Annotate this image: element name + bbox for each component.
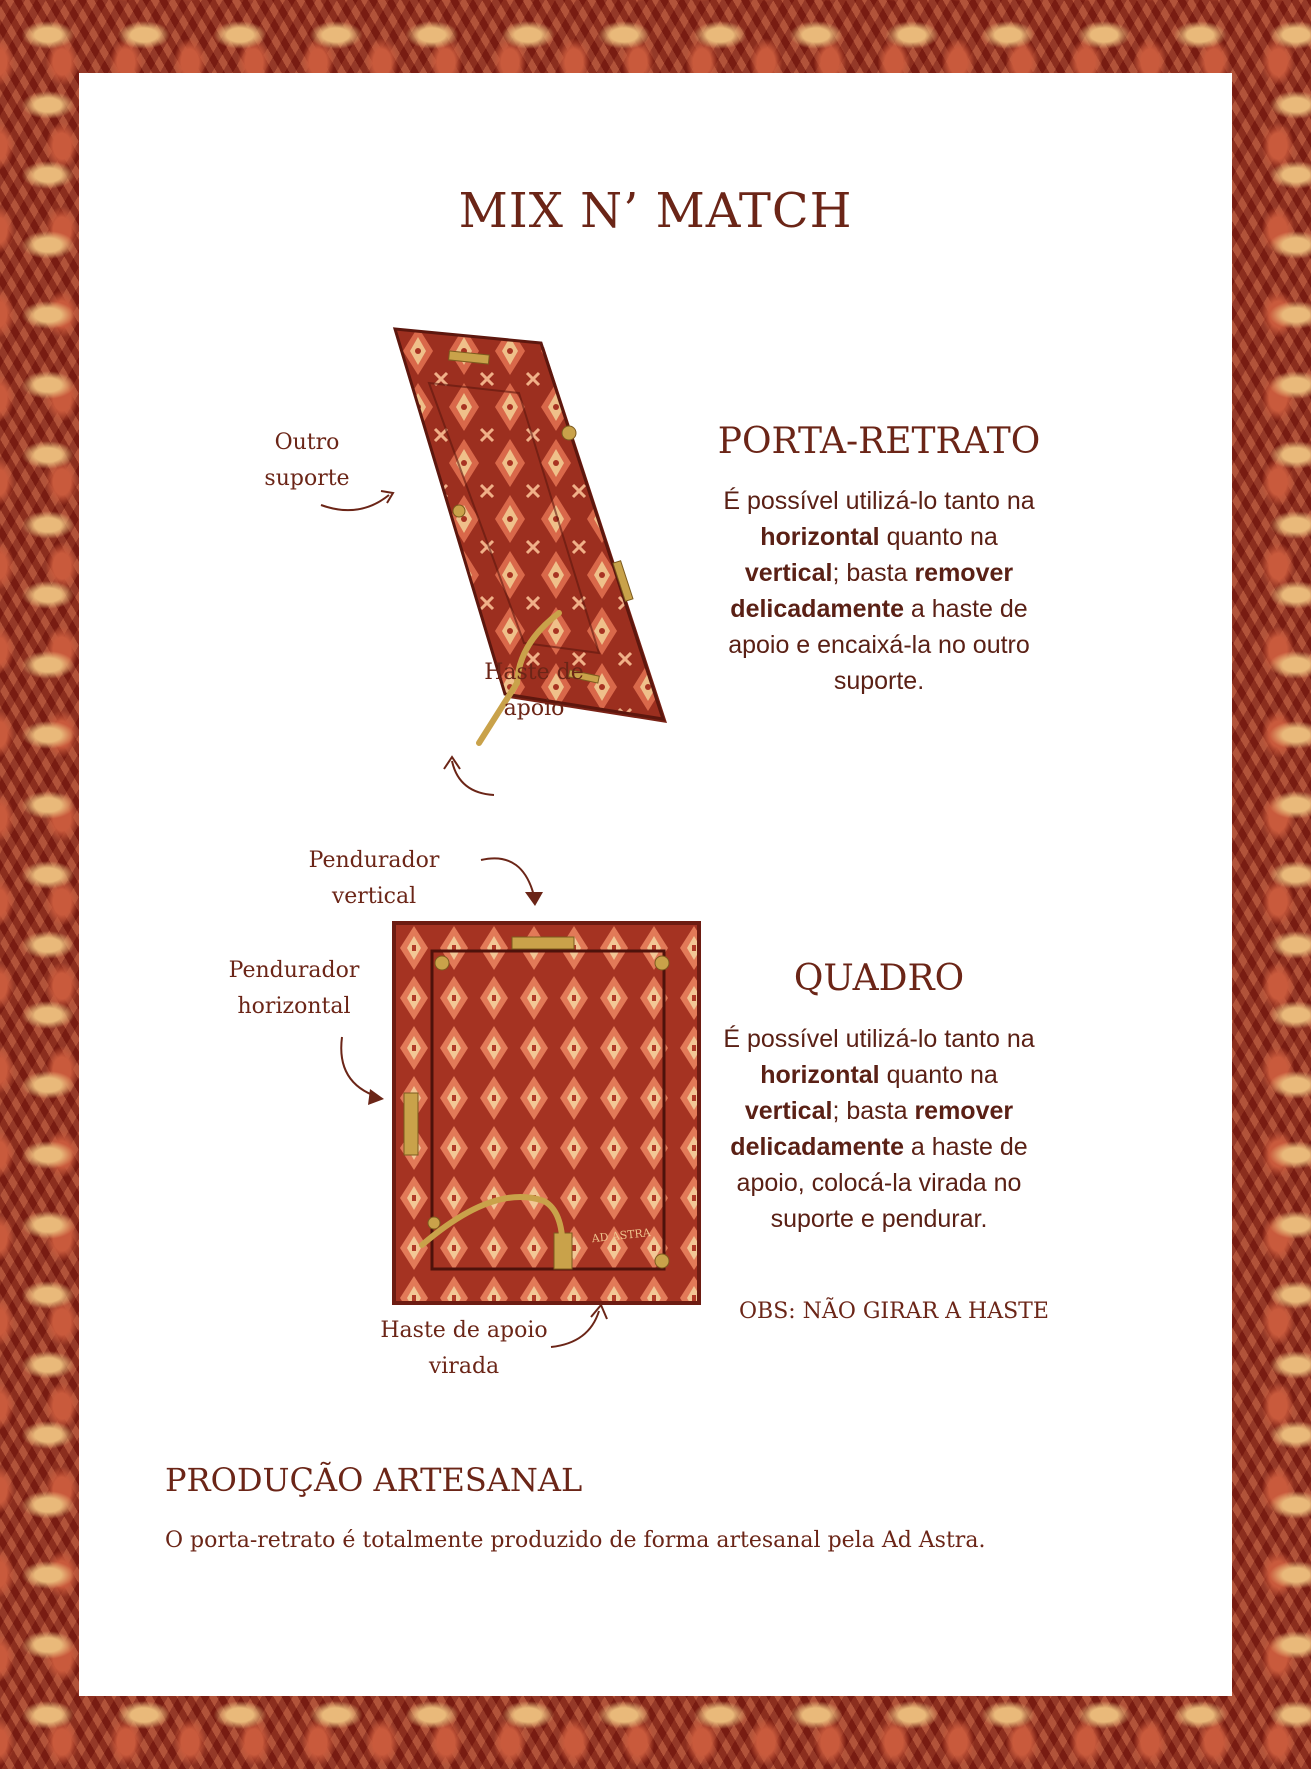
brand-mark: AD ASTRA [591, 1226, 652, 1246]
arrow-pendurador-vertical [479, 848, 559, 918]
label-haste-virada: Haste de apoio virada [380, 1318, 548, 1379]
arrow-pendurador-horizontal [334, 1033, 394, 1113]
label-haste-apoio: Haste de apoio [484, 660, 584, 721]
obs-note: OBS: NÃO GIRAR A HASTE [739, 1299, 1049, 1324]
porta-retrato-title: PORTA-RETRATO [717, 421, 1041, 462]
producao-title: PRODUÇÃO ARTESANAL [165, 1461, 583, 1499]
quadro-description: É possível utilizá-lo tanto na horizontal quanto na vertical; basta remover delicadamente a haste de apoio, colocá-la virada no suporte e pendurar. [723, 1025, 1035, 1233]
content-card [79, 73, 1232, 1696]
arrow-outro-suporte [319, 483, 399, 523]
porta-retrato-description: É possível utilizá-lo tanto na horizontal quanto na vertical; basta remover delicadamente a haste de apoio e encaixá-la no outro suporte. [723, 487, 1035, 695]
arrow-haste-apoio [434, 753, 504, 813]
producao-text: O porta-retrato é totalmente produzido de forma artesanal pela Ad Astra. [165, 1528, 986, 1553]
quadro-title: QUADRO [793, 958, 965, 999]
page-title: MIX N’ MATCH [458, 183, 853, 239]
label-outro-suporte: Outro suporte [264, 430, 350, 491]
arrow-haste-virada [549, 1303, 629, 1363]
label-pendurador-horizontal: Pendurador horizontal [228, 958, 360, 1019]
label-pendurador-vertical: Pendurador vertical [308, 848, 440, 909]
